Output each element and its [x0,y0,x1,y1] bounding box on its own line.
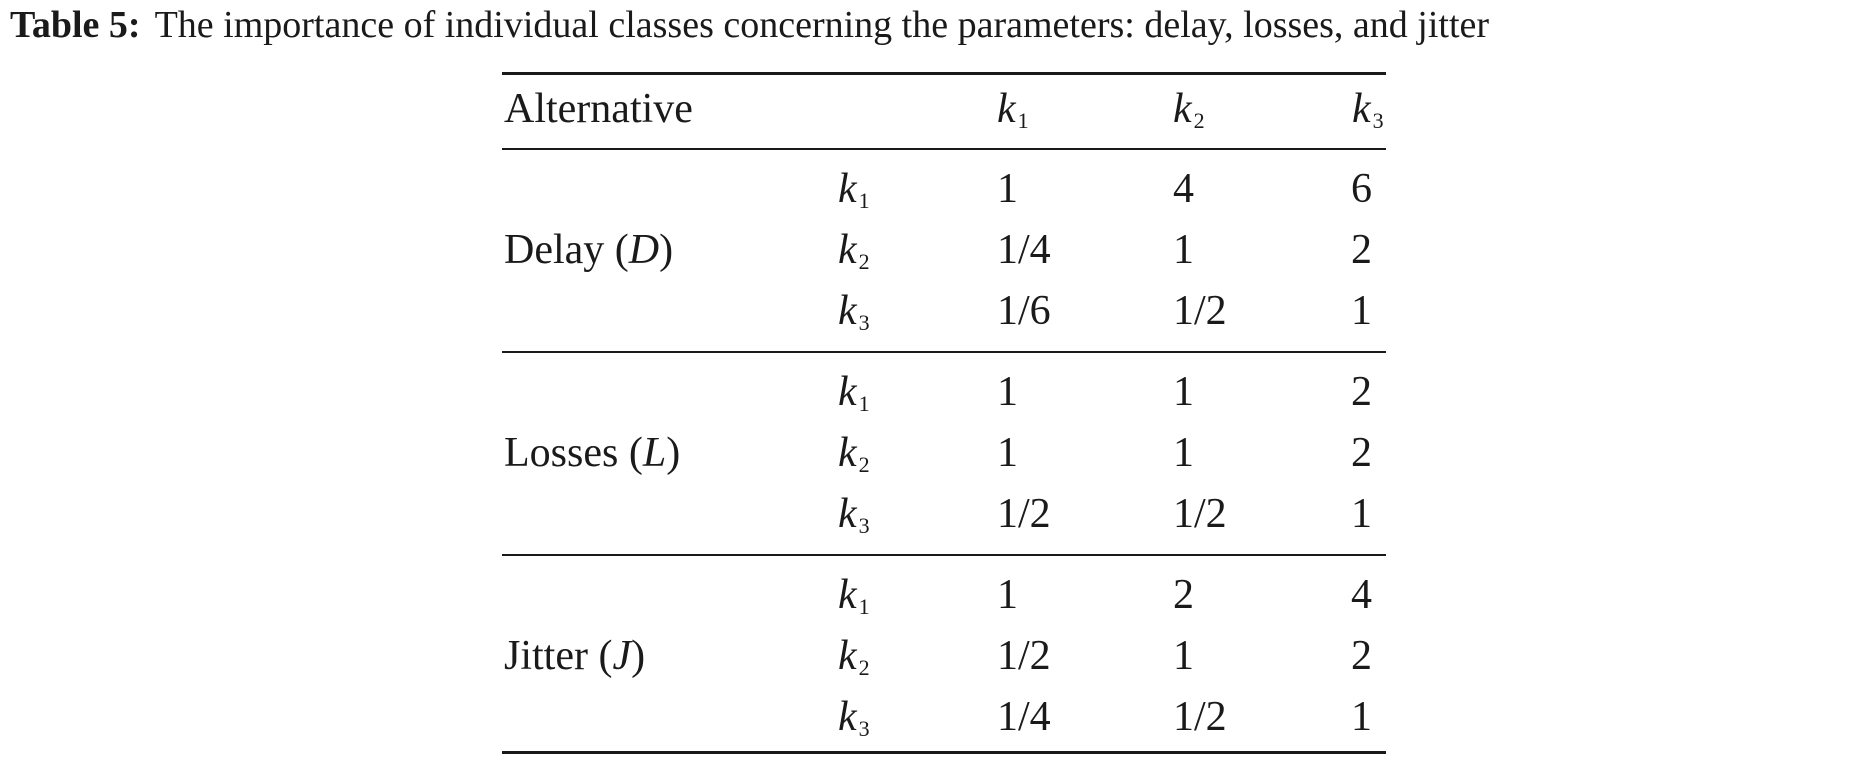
table-cell: 1 [1173,633,1194,679]
table-cell: 1 [997,430,1018,476]
table-cell: 1 [1173,430,1194,476]
table-cell: 1 [1173,369,1194,415]
row-label: $k_1$ [838,369,870,416]
table-cell: 1 [997,369,1018,415]
group-divider-rule [502,351,1386,353]
table-cell: 2 [1351,369,1372,415]
table-caption [10,2,1870,48]
header-rule [502,148,1386,150]
table-cell: 1 [997,572,1018,618]
table-cell: 1 [997,166,1018,212]
caption-label: Table 5: [10,4,141,46]
table-cell: 1 [1173,227,1194,273]
table-cell: 1/2 [1173,694,1227,740]
table-top-rule [502,72,1386,75]
table-cell: 1 [1351,288,1372,334]
table-cell: 2 [1173,572,1194,618]
header-alternative: Alternative [504,86,693,132]
table-cell: 1/2 [1173,491,1227,537]
table-cell: 1/4 [997,227,1051,273]
row-label: $k_1$ [838,166,870,213]
table-cell: 6 [1351,166,1372,212]
table-cell: 1 [1351,491,1372,537]
table-cell: 4 [1351,572,1372,618]
group-divider-rule [502,554,1386,556]
table-bottom-rule [502,751,1386,754]
header-col-2: $k_2$ [1173,86,1205,133]
row-label: $k_3$ [838,694,870,741]
caption-text: The importance of individual classes concerning the parameters: delay, losses, and jitter [154,4,1490,46]
row-label: $k_2$ [838,430,870,477]
table-cell: 2 [1351,430,1372,476]
group-jitter-label: Jitter (J) [504,633,646,679]
table-cell: 1 [1351,694,1372,740]
row-label: $k_3$ [838,288,870,335]
table-cell: 1/4 [997,694,1051,740]
row-label: $k_1$ [838,572,870,619]
row-label: $k_3$ [838,491,870,538]
table-cell: 1/2 [997,633,1051,679]
header-col-3: $k_3$ [1352,86,1384,133]
table-cell: 1/6 [997,288,1051,334]
table-cell: 1/2 [1173,288,1227,334]
table-cell: 2 [1351,633,1372,679]
table-cell: 4 [1173,166,1194,212]
group-losses-label: Losses (L) [504,430,681,476]
row-label: $k_2$ [838,633,870,680]
row-label: $k_2$ [838,227,870,274]
header-col-1: $k_1$ [997,86,1029,133]
group-delay-label: Delay (D) [504,227,674,273]
table-cell: 1/2 [997,491,1051,537]
table-cell: 2 [1351,227,1372,273]
